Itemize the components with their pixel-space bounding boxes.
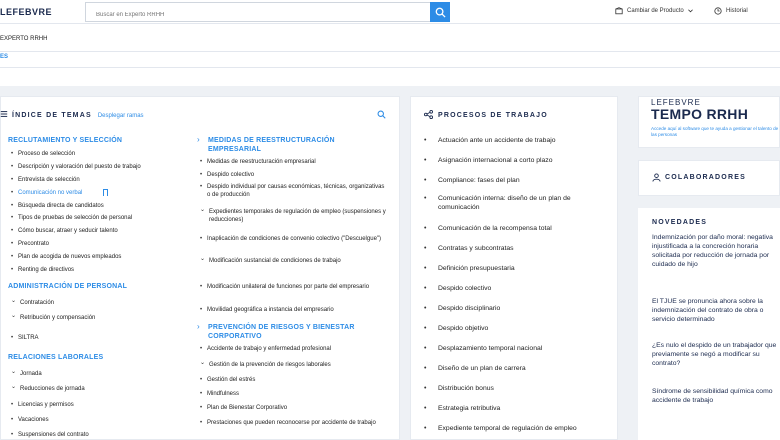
bullet-icon: • [11, 241, 14, 247]
topic-item[interactable]: • Licencias y permisos [11, 402, 74, 408]
bullet-icon: • [11, 402, 14, 408]
proceso-item[interactable]: • Comunicación de la recompensa total [424, 225, 552, 232]
proceso-item[interactable]: • Estrategia retributiva [424, 405, 501, 412]
chevron-down-icon: ⌄ [11, 369, 17, 375]
topic-item[interactable]: • Entrevista de selección [11, 177, 80, 183]
bullet-icon: • [11, 267, 14, 273]
tempo-brand: LEFEBVRE [651, 98, 701, 107]
colaboradores-title: COLABORADORES [665, 174, 746, 181]
topic-item[interactable]: ⌄ Reducciones de jornada [11, 384, 85, 392]
proceso-item[interactable]: • Asignación internacional a corto plazo [424, 157, 553, 164]
bullet-icon: • [11, 417, 14, 423]
sub-tab[interactable]: ES [0, 54, 9, 60]
bullet-icon: • [424, 137, 427, 144]
proceso-item[interactable]: • Desplazamiento temporal nacional [424, 345, 543, 352]
bullet-icon: • [424, 325, 427, 332]
chevron-down-icon: ⌄ [11, 298, 17, 304]
chevron-right-icon[interactable]: › [197, 135, 200, 144]
historial-label: Historial [726, 8, 748, 14]
novedad-item-1[interactable]: Indemnización por daño moral: negativa injustificada a la concreción horaria solicitada por reducción de jornada por cuidado de hijo [652, 234, 773, 268]
section-heading[interactable]: RELACIONES LABORALES [8, 354, 104, 361]
proceso-item[interactable]: • Actuación ante un accidente de trabajo [424, 137, 556, 144]
topic-item[interactable]: • Mindfulness [200, 391, 240, 397]
clock-icon [714, 7, 722, 15]
proceso-item[interactable]: • Compliance: fases del plan [424, 177, 520, 184]
bullet-icon: • [11, 432, 14, 438]
topic-item[interactable]: • Renting de directivos [11, 267, 75, 273]
topic-item[interactable]: ⌄ Expedientes temporales de regulación de empleo (suspensiones y reducciones) [200, 207, 386, 223]
proceso-item[interactable]: • Despido objetivo [424, 325, 489, 332]
bullet-icon: • [11, 203, 14, 209]
top-bar [0, 0, 780, 24]
chevron-down-icon: ⌄ [200, 360, 206, 366]
chevron-down-icon: ⌄ [200, 256, 206, 262]
breadcrumb[interactable]: EXPERTO RRHH [0, 36, 48, 42]
chevron-down-icon [688, 9, 693, 13]
topic-item[interactable]: • Movilidad geográfica a instancia del empresario [200, 307, 334, 313]
divider [0, 67, 780, 68]
tempo-title: TEMPO RRHH [651, 106, 749, 122]
bullet-icon: • [11, 228, 14, 234]
bullet-icon: • [200, 184, 203, 190]
bullet-icon: • [424, 425, 427, 432]
proceso-item[interactable]: • Distribución bonus [424, 385, 494, 392]
topic-item[interactable]: ⌄ Jornada [11, 369, 42, 377]
bullet-icon: • [424, 245, 427, 252]
bullet-icon: • [424, 385, 427, 392]
bullet-icon: • [424, 345, 427, 352]
topic-item[interactable]: • Prestaciones que pueden reconocerse por accidente de trabajo [200, 420, 376, 426]
search-button[interactable] [430, 2, 450, 22]
bullet-icon: • [200, 172, 203, 178]
indice-title-row [12, 112, 144, 119]
topic-item[interactable]: • Plan de Bienestar Corporativo [200, 405, 288, 411]
topic-item[interactable]: • Vacaciones [11, 417, 49, 423]
topic-item[interactable]: • Suspensiones del contrato [11, 432, 89, 438]
topic-item[interactable]: ⌄ Retribución y compensación [11, 313, 96, 321]
topic-item[interactable]: • Proceso de selección [11, 151, 76, 157]
cambiar-producto-button[interactable] [615, 7, 693, 15]
novedad-item-2[interactable]: El TJUE se pronuncia ahora sobre la indemnización del contrato de obra o servicio determinado [652, 298, 764, 323]
topic-item[interactable]: ⌄ Contratación [11, 298, 55, 306]
topic-item[interactable]: • Accidente de trabajo y enfermedad profesional [200, 346, 332, 352]
topic-item[interactable]: • Inaplicación de condiciones de convenio colectivo ("Descuelgue") [200, 236, 382, 242]
proceso-item[interactable]: • Expediente temporal de regulación de empleo [424, 425, 577, 432]
bullet-icon: • [200, 420, 203, 426]
network-icon [424, 110, 433, 119]
search-box [85, 2, 450, 22]
box-icon [615, 7, 623, 15]
bullet-icon: • [200, 377, 203, 383]
bullet-icon: • [200, 346, 203, 352]
historial-button[interactable] [714, 7, 748, 15]
bullet-icon: • [11, 190, 14, 196]
bullet-icon: • [200, 159, 203, 165]
proceso-item[interactable]: • Diseño de un plan de carrera [424, 365, 526, 372]
novedad-item-4[interactable]: Síndrome de sensibilidad química como accidente de trabajo [652, 388, 773, 404]
bookmark-icon[interactable] [103, 189, 108, 196]
bullet-icon: • [200, 391, 203, 397]
bullet-icon: • [200, 405, 203, 411]
people-icon [652, 173, 661, 182]
bullet-icon: • [424, 195, 427, 202]
bullet-icon: • [11, 151, 14, 157]
topic-item[interactable]: ⌄ Modificación sustancial de condiciones de trabajo [200, 256, 341, 264]
section-heading[interactable]: ADMINISTRACIÓN DE PERSONAL [8, 283, 128, 290]
search-icon[interactable] [377, 110, 386, 119]
bullet-icon: • [424, 157, 427, 164]
topic-item[interactable]: • Comunicación no verbal [11, 190, 83, 196]
bullet-icon: • [424, 177, 427, 184]
proceso-item[interactable]: • Contratas y subcontratas [424, 245, 514, 252]
topic-item[interactable]: • Plan de acogida de nuevos empleados [11, 254, 122, 260]
topic-item[interactable]: • Precontrato [11, 241, 50, 247]
topic-item[interactable]: • Gestión del estrés [200, 377, 256, 383]
desplegar-ramas-link[interactable]: Desplegar ramas [97, 113, 144, 119]
list-icon [0, 110, 8, 118]
bullet-icon: • [11, 177, 14, 183]
bullet-icon: • [200, 284, 203, 290]
bullet-icon: • [200, 307, 203, 313]
cambiar-label: Cambiar de Producto [627, 8, 684, 14]
section-heading[interactable]: RECLUTAMIENTO Y SELECCIÓN [8, 137, 123, 144]
indice-title: ÍNDICE DE TEMAS [12, 112, 92, 119]
topic-item[interactable]: • Modificación unilateral de funciones por parte del empresario [200, 284, 370, 290]
logo[interactable]: LEFEBVRE [0, 7, 53, 17]
novedades-title: NOVEDADES [652, 219, 708, 226]
bullet-icon: • [11, 215, 14, 221]
topic-item[interactable]: • SILTRA [11, 335, 39, 341]
proceso-item[interactable]: • Despido colectivo [424, 285, 492, 292]
bullet-icon: • [11, 164, 14, 170]
topic-item[interactable]: ⌄ Gestión de la prevención de riesgos laborales [200, 360, 331, 368]
chevron-down-icon: ⌄ [11, 313, 17, 319]
topic-item[interactable]: • Medidas de reestructuración empresarial [200, 159, 316, 165]
bullet-icon: • [11, 335, 14, 341]
proceso-item[interactable]: • Comunicación interna: diseño de un plan de comunicación [424, 195, 571, 211]
tempo-description[interactable]: Accede aquí al software que te ayuda a gestionar el talento de las personas [651, 126, 779, 137]
bullet-icon: • [200, 236, 203, 242]
chevron-down-icon: ⌄ [200, 207, 206, 213]
topic-item[interactable]: • Búsqueda directa de candidatos [11, 203, 104, 209]
topic-item[interactable]: • Despido individual por causas económicas, técnicas, organizativas o de producción [200, 184, 385, 198]
novedad-item-3[interactable]: ¿Es nulo el despido de un trabajador que previamente se negó a modificar su contrato? [652, 342, 777, 367]
section-heading[interactable]: MEDIDAS DE REESTRUCTURACIÓN EMPRESARIAL [208, 137, 335, 153]
search-input[interactable] [86, 6, 426, 24]
procesos-title: PROCESOS DE TRABAJO [438, 112, 548, 119]
topic-item[interactable]: • Cómo buscar, atraer y seducir talento [11, 228, 118, 234]
search-icon [435, 7, 446, 18]
bullet-icon: • [424, 405, 427, 412]
topic-item[interactable]: • Descripción y valoración del puesto de trabajo [11, 164, 141, 170]
section-heading[interactable]: PREVENCIÓN DE RIESGOS Y BIENESTAR CORPORATIVO [208, 324, 355, 340]
proceso-item[interactable]: • Despido disciplinario [424, 305, 501, 312]
topic-item[interactable]: • Despido colectivo [200, 172, 255, 178]
breadcrumb-bar [0, 24, 780, 52]
bullet-icon: • [424, 365, 427, 372]
topic-item[interactable]: • Tipos de pruebas de selección de personal [11, 215, 133, 221]
chevron-right-icon[interactable]: › [197, 322, 200, 331]
bullet-icon: • [424, 225, 427, 232]
bullet-icon: • [424, 285, 427, 292]
chevron-down-icon: ⌄ [11, 384, 17, 390]
bullet-icon: • [424, 305, 427, 312]
bullet-icon: • [424, 265, 427, 272]
proceso-item[interactable]: • Definición presupuestaria [424, 265, 515, 272]
bullet-icon: • [11, 254, 14, 260]
